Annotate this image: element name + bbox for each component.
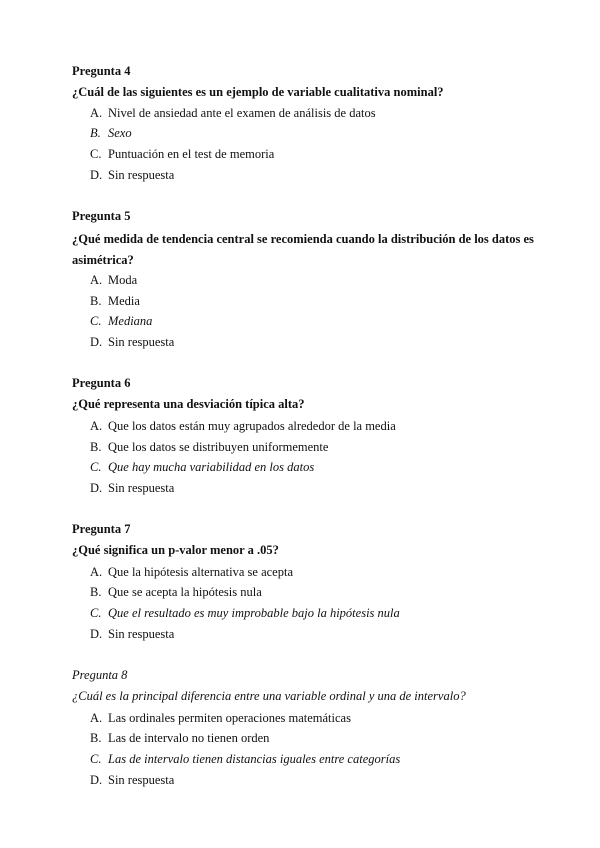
option-text: Mediana <box>108 314 153 328</box>
option-text: Sin respuesta <box>108 481 175 495</box>
option-letter: D. <box>90 773 103 787</box>
option-b <box>90 585 262 600</box>
option-b <box>90 731 269 746</box>
question-text: ¿Cuál es la principal diferencia entre una variable ordinal y una de intervalo? <box>72 689 466 703</box>
option-d <box>90 627 174 642</box>
option-letter: A. <box>90 565 103 579</box>
option-letter: A. <box>90 711 103 725</box>
option-text: Que hay mucha variabilidad en los datos <box>108 460 315 474</box>
option-text: Sin respuesta <box>108 168 175 182</box>
option-letter: A. <box>90 273 103 287</box>
option-text: Las de intervalo no tienen orden <box>108 731 270 745</box>
question-text: ¿Qué representa una desviación típica alta? <box>72 397 305 411</box>
option-text: Que los datos están muy agrupados alrededor de la media <box>108 419 396 433</box>
option-text: Las ordinales permiten operaciones matemáticas <box>108 711 351 725</box>
option-text: Media <box>108 294 140 308</box>
option-letter: B. <box>90 440 102 454</box>
option-text: Las de intervalo tienen distancias iguales entre categorías <box>108 752 401 766</box>
question-text: ¿Qué significa un p-valor menor a .05? <box>72 543 279 557</box>
option-letter: B. <box>90 585 102 599</box>
option-letter: B. <box>90 126 101 140</box>
option-text: Que los datos se distribuyen uniformemente <box>108 440 329 454</box>
option-b <box>90 440 328 455</box>
option-letter: C. <box>90 752 102 766</box>
option-text: Nivel de ansiedad ante el examen de análisis de datos <box>108 106 376 120</box>
option-letter: B. <box>90 294 102 308</box>
question-title: Pregunta 5 <box>72 209 131 223</box>
option-text: Que la hipótesis alternativa se acepta <box>108 565 293 579</box>
option-text: Sin respuesta <box>108 773 175 787</box>
option-b-selected <box>90 126 132 141</box>
option-text: Moda <box>108 273 138 287</box>
option-letter: C. <box>90 147 102 161</box>
option-letter: D. <box>90 335 103 349</box>
option-text: Que se acepta la hipótesis nula <box>108 585 262 599</box>
option-text: Sexo <box>108 126 132 140</box>
option-c-selected <box>90 314 152 329</box>
option-c-selected <box>90 752 400 767</box>
option-letter: D. <box>90 627 103 641</box>
option-letter: D. <box>90 481 103 495</box>
option-c-selected <box>90 460 314 475</box>
question-text: ¿Cuál de las siguientes es un ejemplo de variable cualitativa nominal? <box>72 85 444 99</box>
question-title: Pregunta 8 <box>72 668 128 682</box>
option-a <box>90 711 351 726</box>
option-letter: C. <box>90 314 102 328</box>
option-b <box>90 294 140 309</box>
option-d <box>90 481 174 496</box>
option-c <box>90 147 274 162</box>
option-letter: A. <box>90 419 103 433</box>
option-letter: C. <box>90 606 102 620</box>
option-d <box>90 168 174 183</box>
option-text: Sin respuesta <box>108 627 175 641</box>
option-a <box>90 106 376 121</box>
option-text: Que el resultado es muy improbable bajo la hipótesis nula <box>108 606 400 620</box>
question-title: Pregunta 4 <box>72 64 131 78</box>
option-a <box>90 565 293 580</box>
question-text: ¿Qué medida de tendencia central se recomienda cuando la distribución de los datos es asimétrica? <box>72 232 534 267</box>
option-text: Sin respuesta <box>108 335 175 349</box>
option-c-selected <box>90 606 400 621</box>
option-d <box>90 773 174 788</box>
option-text: Puntuación en el test de memoria <box>108 147 275 161</box>
option-a <box>90 273 137 288</box>
option-d <box>90 335 174 350</box>
option-letter: D. <box>90 168 103 182</box>
option-letter: C. <box>90 460 102 474</box>
question-title: Pregunta 7 <box>72 522 131 536</box>
option-letter: A. <box>90 106 103 120</box>
option-a <box>90 419 396 434</box>
question-title: Pregunta 6 <box>72 376 131 390</box>
option-letter: B. <box>90 731 102 745</box>
